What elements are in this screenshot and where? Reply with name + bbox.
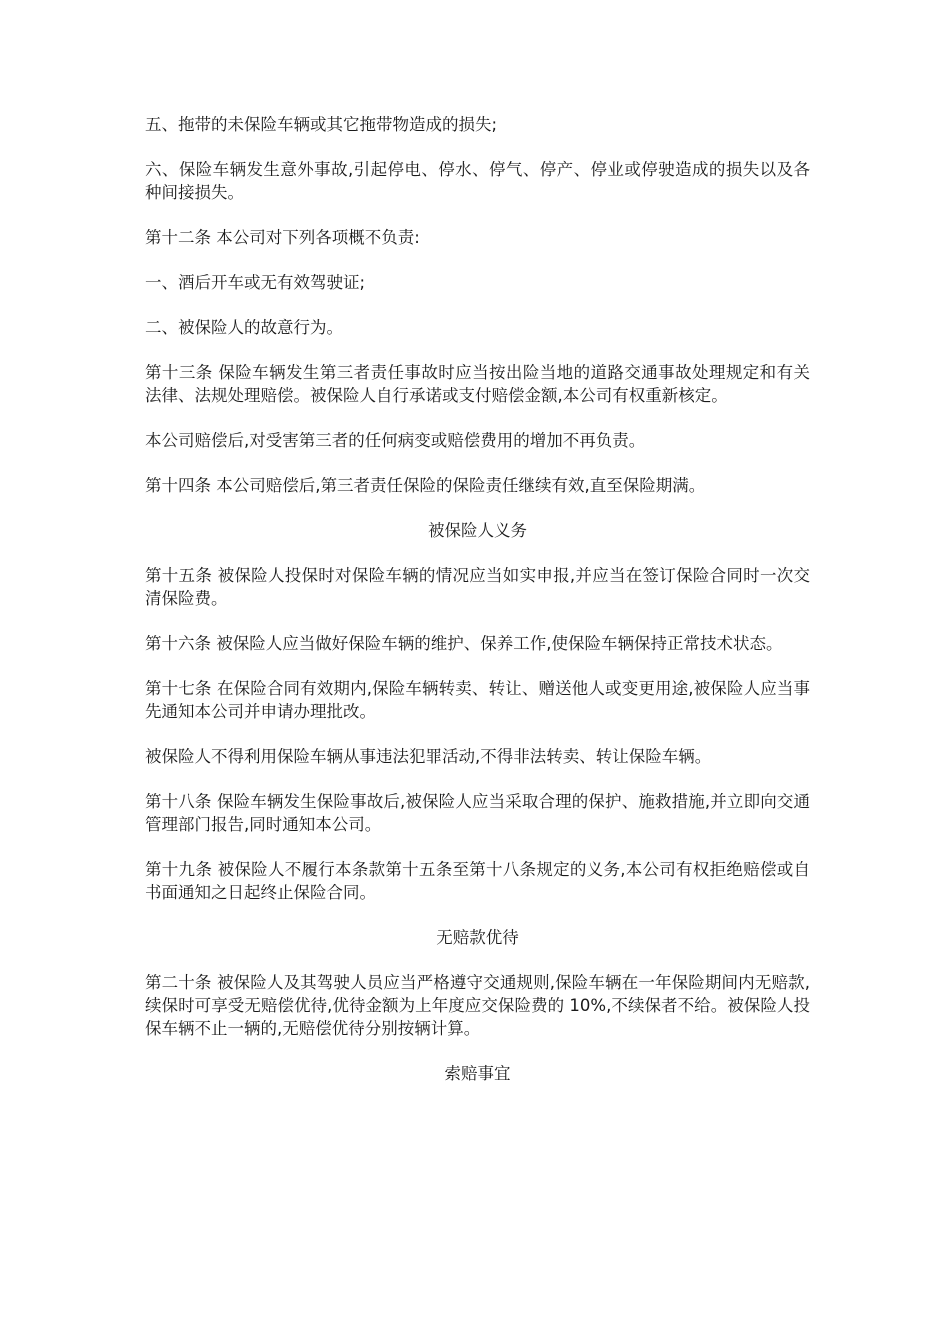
article-17: 第十七条 在保险合同有效期内,保险车辆转卖、转让、赠送他人或变更用途,被保险人应当事先通知本公司并申请办理批改。	[145, 679, 810, 721]
document-page	[145, 113, 810, 1107]
paragraph-item-2: 二、被保险人的故意行为。	[145, 318, 343, 337]
article-17-continuation: 被保险人不得利用保险车辆从事违法犯罪活动,不得非法转卖、转让保险车辆。	[145, 747, 712, 766]
paragraph-item-1: 一、酒后开车或无有效驾驶证;	[145, 273, 366, 292]
article-14: 第十四条 本公司赔偿后,第三者责任保险的保险责任继续有效,直至保险期满。	[145, 476, 706, 495]
paragraph-item-6: 六、保险车辆发生意外事故,引起停电、停水、停气、停产、停业或停驶造成的损失以及各种间接损失。	[145, 160, 810, 202]
article-16: 第十六条 被保险人应当做好保险车辆的维护、保养工作,使保险车辆保持正常技术状态。	[145, 634, 783, 653]
article-20: 第二十条 被保险人及其驾驶人员应当严格遵守交通规则,保险车辆在一年保险期间内无赔款,续保时可享受无赔偿优待,优待金额为上年度应交保险费的 10%,不续保者不给。被保险人投保车辆不止一辆的,无赔偿优待分别按辆计算。	[145, 973, 810, 1038]
section-heading-no-claim-discount: 无赔款优待	[436, 928, 519, 947]
article-13-continuation: 本公司赔偿后,对受害第三者的任何病变或赔偿费用的增加不再负责。	[145, 431, 646, 450]
article-19: 第十九条 被保险人不履行本条款第十五条至第十八条规定的义务,本公司有权拒绝赔偿或自书面通知之日起终止保险合同。	[145, 860, 810, 902]
article-15: 第十五条 被保险人投保时对保险车辆的情况应当如实申报,并应当在签订保险合同时一次交清保险费。	[145, 566, 810, 608]
article-18: 第十八条 保险车辆发生保险事故后,被保险人应当采取合理的保护、施救措施,并立即向交通管理部门报告,同时通知本公司。	[145, 792, 810, 834]
paragraph-item-5: 五、拖带的未保险车辆或其它拖带物造成的损失;	[145, 115, 498, 134]
article-12: 第十二条 本公司对下列各项概不负责:	[145, 228, 420, 247]
section-heading-insured-obligations: 被保险人义务	[428, 521, 527, 540]
article-13: 第十三条 保险车辆发生第三者责任事故时应当按出险当地的道路交通事故处理规定和有关法律、法规处理赔偿。被保险人自行承诺或支付赔偿金额,本公司有权重新核定。	[145, 363, 810, 405]
section-heading-claims: 索赔事宜	[444, 1064, 511, 1083]
